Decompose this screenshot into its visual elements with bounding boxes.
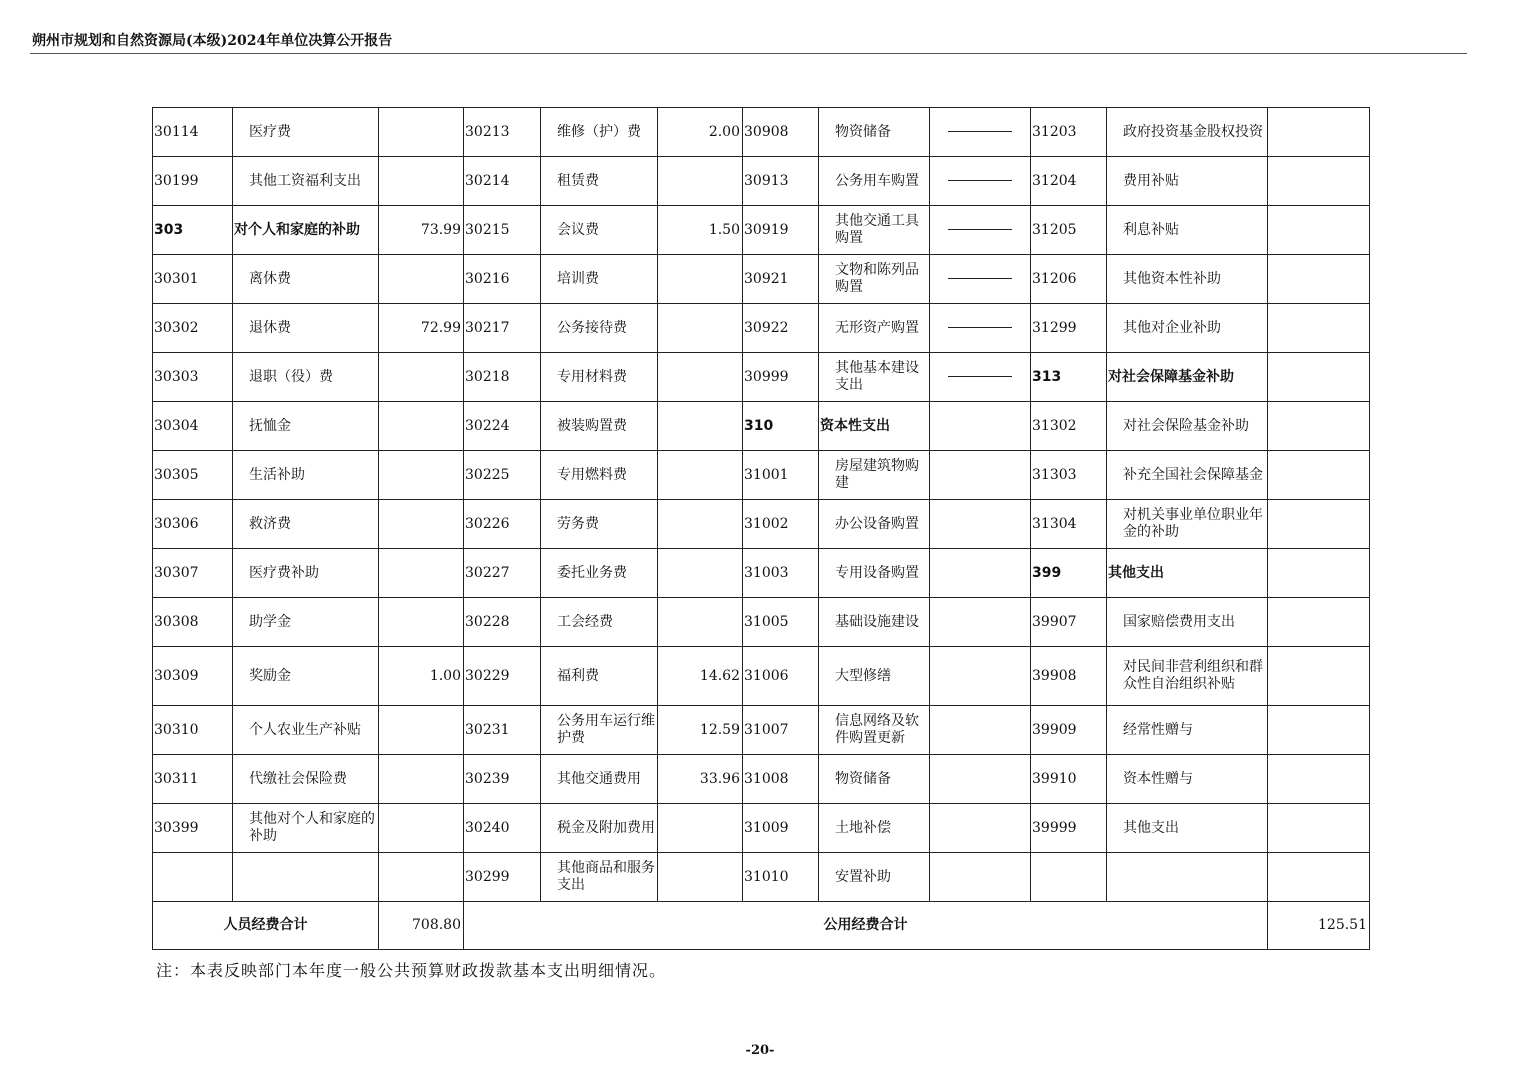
subject-name: 物资储备 [819,755,930,804]
amount-cell [379,451,464,500]
amount-cell [379,157,464,206]
subject-code: 30307 [153,549,233,598]
amount-cell [658,304,743,353]
amount-cell [379,402,464,451]
subject-name: 信息网络及软件购置更新 [819,706,930,755]
subject-name: 对社会保险基金补助 [1107,402,1268,451]
subject-name: 物资储备 [819,108,930,157]
subject-code: 30919 [743,206,819,255]
not-applicable-dash [930,108,1031,157]
subject-name: 医疗费补助 [233,549,379,598]
subject-code: 31010 [743,853,819,902]
amount-cell: 12.59 [658,706,743,755]
subject-code: 30308 [153,598,233,647]
subject-name: 国家赔偿费用支出 [1107,598,1268,647]
table-row [153,402,1370,451]
subject-code: 31009 [743,804,819,853]
subject-name: 对个人和家庭的补助 [233,206,379,255]
subject-name: 专用材料费 [541,353,658,402]
table-row [153,451,1370,500]
subject-name: 房屋建筑物购建 [819,451,930,500]
subject-name: 代缴社会保险费 [233,755,379,804]
subject-code: 399 [1031,549,1107,598]
subject-name: 劳务费 [541,500,658,549]
subject-code: 30239 [464,755,541,804]
amount-cell: 1.00 [379,647,464,706]
amount-cell [379,353,464,402]
amount-cell [658,598,743,647]
subject-name: 会议费 [541,206,658,255]
amount-cell [658,853,743,902]
subject-code: 303 [153,206,233,255]
subject-code: 31008 [743,755,819,804]
subject-name: 培训费 [541,255,658,304]
amount-cell [658,255,743,304]
subject-code: 30224 [464,402,541,451]
subject-code: 30921 [743,255,819,304]
not-applicable-dash [930,304,1031,353]
subject-name: 专用燃料费 [541,451,658,500]
subject-name: 补充全国社会保障基金 [1107,451,1268,500]
amount-cell [1268,402,1370,451]
subject-name [233,853,379,902]
subject-code: 31005 [743,598,819,647]
subject-code: 30213 [464,108,541,157]
amount-cell [930,549,1031,598]
subject-code [153,853,233,902]
subject-code: 31304 [1031,500,1107,549]
amount-cell [658,804,743,853]
table-note: 注：本表反映部门本年度一般公共预算财政拨款基本支出明细情况。 [156,961,667,980]
amount-cell [930,598,1031,647]
table-row [153,755,1370,804]
subject-code: 30227 [464,549,541,598]
subject-code: 30306 [153,500,233,549]
dash-mark [948,180,1012,181]
amount-cell [379,108,464,157]
subject-code: 313 [1031,353,1107,402]
amount-cell [1268,451,1370,500]
subject-name: 政府投资基金股权投资 [1107,108,1268,157]
subject-name: 退休费 [233,304,379,353]
subject-code: 31006 [743,647,819,706]
subject-code: 30304 [153,402,233,451]
table-row [153,157,1370,206]
personnel-total-value: 708.80 [379,902,464,950]
amount-cell [930,804,1031,853]
totals-row [153,902,1370,950]
subject-code: 31206 [1031,255,1107,304]
subject-code: 31205 [1031,206,1107,255]
subject-code: 39908 [1031,647,1107,706]
amount-cell: 33.96 [658,755,743,804]
amount-cell [930,853,1031,902]
subject-code: 30240 [464,804,541,853]
table-row [153,255,1370,304]
subject-name: 个人农业生产补贴 [233,706,379,755]
subject-name: 公务用车运行维护费 [541,706,658,755]
subject-name: 土地补偿 [819,804,930,853]
public-total-label: 公用经费合计 [464,902,1268,950]
amount-cell [658,353,743,402]
amount-cell: 73.99 [379,206,464,255]
dash-mark [948,229,1012,230]
subject-name: 对社会保障基金补助 [1107,353,1268,402]
amount-cell: 14.62 [658,647,743,706]
subject-code: 30311 [153,755,233,804]
amount-cell [658,451,743,500]
subject-name: 医疗费 [233,108,379,157]
subject-code: 30309 [153,647,233,706]
table-row [153,500,1370,549]
subject-code: 30229 [464,647,541,706]
dash-mark [948,376,1012,377]
subject-code: 31299 [1031,304,1107,353]
subject-name: 其他支出 [1107,549,1268,598]
not-applicable-dash [930,157,1031,206]
subject-name: 维修（护）费 [541,108,658,157]
amount-cell [930,706,1031,755]
page-header-title: 朔州市规划和自然资源局(本级)2024年单位决算公开报告 [32,33,393,49]
dash-mark [948,327,1012,328]
amount-cell [930,755,1031,804]
not-applicable-dash [930,353,1031,402]
subject-name: 经常性赠与 [1107,706,1268,755]
amount-cell: 1.50 [658,206,743,255]
subject-code: 31203 [1031,108,1107,157]
subject-code: 31001 [743,451,819,500]
subject-code: 39910 [1031,755,1107,804]
subject-name: 救济费 [233,500,379,549]
amount-cell [1268,157,1370,206]
subject-name [1107,853,1268,902]
subject-code: 30913 [743,157,819,206]
subject-code: 31302 [1031,402,1107,451]
subject-code: 30199 [153,157,233,206]
subject-name: 离休费 [233,255,379,304]
amount-cell [379,500,464,549]
table-row [153,598,1370,647]
not-applicable-dash [930,255,1031,304]
table-row [153,706,1370,755]
amount-cell [658,500,743,549]
table-row [153,549,1370,598]
amount-cell [379,598,464,647]
subject-name: 生活补助 [233,451,379,500]
amount-cell [1268,353,1370,402]
amount-cell [1268,108,1370,157]
subject-code: 310 [743,402,819,451]
subject-name: 公务用车购置 [819,157,930,206]
subject-name: 退职（役）费 [233,353,379,402]
subject-name: 对机关事业单位职业年金的补助 [1107,500,1268,549]
expenditure-detail-table [152,107,1370,950]
personnel-total-label: 人员经费合计 [153,902,379,950]
subject-name: 抚恤金 [233,402,379,451]
amount-cell [379,804,464,853]
subject-code: 30305 [153,451,233,500]
subject-code: 30228 [464,598,541,647]
amount-cell [658,402,743,451]
subject-code: 31204 [1031,157,1107,206]
amount-cell: 72.99 [379,304,464,353]
subject-code: 30301 [153,255,233,304]
subject-name: 资本性支出 [819,402,930,451]
amount-cell [658,157,743,206]
amount-cell [1268,549,1370,598]
amount-cell [379,549,464,598]
table-row [153,206,1370,255]
subject-code [1031,853,1107,902]
dash-mark [948,131,1012,132]
subject-code: 30226 [464,500,541,549]
table-row [153,647,1370,706]
subject-code: 30999 [743,353,819,402]
subject-code: 30217 [464,304,541,353]
amount-cell [379,255,464,304]
subject-code: 30218 [464,353,541,402]
public-total-value: 125.51 [1268,902,1370,950]
subject-code: 31002 [743,500,819,549]
subject-code: 39907 [1031,598,1107,647]
subject-name: 助学金 [233,598,379,647]
subject-name: 费用补贴 [1107,157,1268,206]
subject-name: 对民间非营利组织和群众性自治组织补贴 [1107,647,1268,706]
subject-code: 30216 [464,255,541,304]
amount-cell [1268,647,1370,706]
subject-code: 30231 [464,706,541,755]
table-row [153,353,1370,402]
subject-code: 30399 [153,804,233,853]
subject-name: 其他对企业补助 [1107,304,1268,353]
amount-cell [930,402,1031,451]
subject-code: 30303 [153,353,233,402]
subject-code: 30114 [153,108,233,157]
subject-name: 其他商品和服务支出 [541,853,658,902]
subject-code: 30225 [464,451,541,500]
amount-cell [658,549,743,598]
amount-cell [1268,598,1370,647]
table-row [153,108,1370,157]
subject-name: 其他资本性补助 [1107,255,1268,304]
amount-cell [1268,706,1370,755]
subject-name: 安置补助 [819,853,930,902]
amount-cell [1268,755,1370,804]
subject-name: 公务接待费 [541,304,658,353]
header-divider [30,53,1467,54]
subject-name: 其他基本建设支出 [819,353,930,402]
amount-cell [1268,500,1370,549]
subject-code: 30908 [743,108,819,157]
subject-name: 其他工资福利支出 [233,157,379,206]
subject-name: 其他交通工具购置 [819,206,930,255]
subject-name: 文物和陈列品购置 [819,255,930,304]
subject-name: 资本性赠与 [1107,755,1268,804]
subject-name: 大型修缮 [819,647,930,706]
amount-cell [1268,255,1370,304]
amount-cell [1268,206,1370,255]
subject-code: 31303 [1031,451,1107,500]
subject-name: 其他支出 [1107,804,1268,853]
amount-cell [930,647,1031,706]
subject-name: 利息补贴 [1107,206,1268,255]
amount-cell [379,706,464,755]
amount-cell [1268,304,1370,353]
subject-name: 其他交通费用 [541,755,658,804]
page-number: -20- [745,1043,775,1058]
subject-code: 30214 [464,157,541,206]
subject-code: 30299 [464,853,541,902]
table-row [153,304,1370,353]
subject-name: 其他对个人和家庭的补助 [233,804,379,853]
subject-name: 工会经费 [541,598,658,647]
amount-cell [1268,804,1370,853]
dash-mark [948,278,1012,279]
subject-name: 无形资产购置 [819,304,930,353]
amount-cell: 2.00 [658,108,743,157]
subject-name: 委托业务费 [541,549,658,598]
subject-code: 31007 [743,706,819,755]
subject-code: 39999 [1031,804,1107,853]
subject-code: 30310 [153,706,233,755]
subject-name: 专用设备购置 [819,549,930,598]
not-applicable-dash [930,206,1031,255]
subject-name: 福利费 [541,647,658,706]
subject-code: 30215 [464,206,541,255]
amount-cell [930,451,1031,500]
subject-code: 31003 [743,549,819,598]
subject-name: 办公设备购置 [819,500,930,549]
amount-cell [379,755,464,804]
subject-code: 30922 [743,304,819,353]
subject-name: 奖励金 [233,647,379,706]
subject-name: 基础设施建设 [819,598,930,647]
subject-name: 税金及附加费用 [541,804,658,853]
amount-cell [930,500,1031,549]
amount-cell [379,853,464,902]
subject-code: 39909 [1031,706,1107,755]
table-row [153,804,1370,853]
subject-name: 被装购置费 [541,402,658,451]
amount-cell [1268,853,1370,902]
table-row [153,853,1370,902]
subject-code: 30302 [153,304,233,353]
subject-name: 租赁费 [541,157,658,206]
